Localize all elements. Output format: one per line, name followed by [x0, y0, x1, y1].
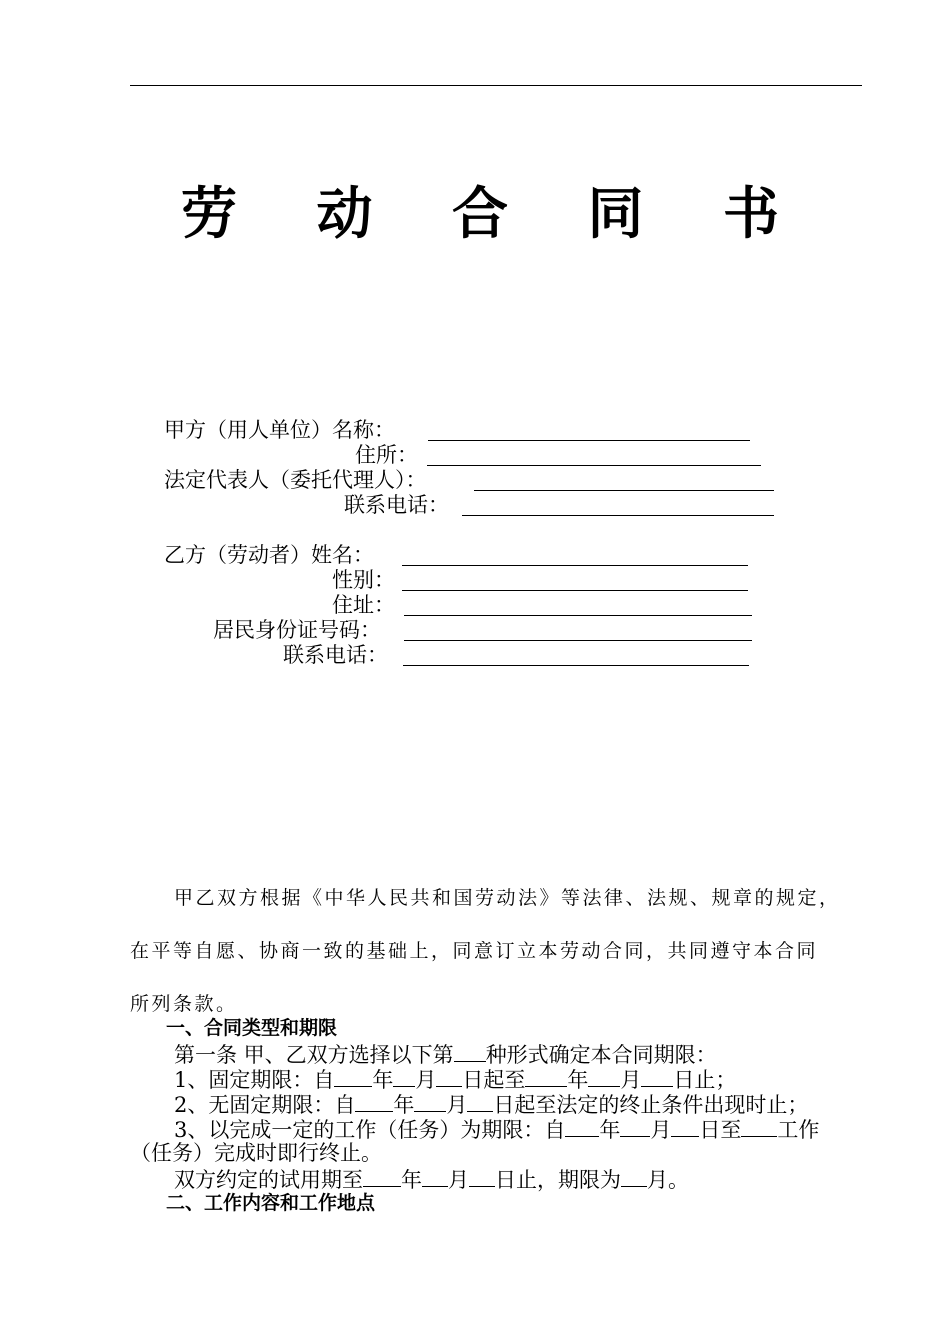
party-b-id-field[interactable]	[213, 618, 381, 643]
article-1	[174, 1041, 717, 1068]
party-a-rep-field[interactable]	[164, 468, 427, 493]
party-b-name-blank[interactable]	[402, 565, 748, 566]
option-2-text: 2、无固定期限：自	[174, 1093, 356, 1117]
option-1-until: 日起至	[462, 1068, 526, 1092]
party-b-name-label: 乙方（劳动者）姓名：	[164, 543, 374, 567]
section-2-heading: 二、工作内容和工作地点	[166, 1192, 376, 1214]
open-start-day-blank[interactable]	[467, 1091, 493, 1112]
task-start-month-blank[interactable]	[620, 1116, 650, 1137]
preamble-line-3: 所列条款。	[130, 993, 238, 1015]
party-a-name-field[interactable]	[164, 418, 395, 443]
option-3-month: 月	[650, 1118, 672, 1142]
header-rule	[130, 85, 862, 86]
party-b-phone-label: 联系电话：	[283, 643, 388, 667]
option-1-year-2: 年	[567, 1068, 589, 1092]
party-b-address-field[interactable]	[332, 593, 395, 618]
party-b-gender-label: 性别：	[332, 568, 395, 592]
party-a-name-label: 甲方（用人单位）名称：	[164, 418, 395, 442]
option-1-month-2: 月	[620, 1068, 642, 1092]
task-start-day-blank[interactable]	[671, 1116, 699, 1137]
party-a-phone-blank[interactable]	[462, 515, 774, 516]
option-3-work: 工作	[777, 1118, 820, 1142]
option-2-month: 月	[446, 1093, 468, 1117]
option-1-month: 月	[415, 1068, 437, 1092]
trial-duration-blank[interactable]	[621, 1166, 647, 1187]
article-1-text-a: 第一条 甲、乙双方选择以下第	[174, 1043, 454, 1067]
trial-year-blank[interactable]	[363, 1166, 401, 1187]
trial-duration-text: 日止，期限为	[495, 1168, 621, 1192]
party-a-address-field[interactable]	[355, 443, 418, 468]
trial-month: 月	[448, 1168, 469, 1192]
preamble-line-2: 在平等自愿、协商一致的基础上，同意订立本劳动合同，共同遵守本合同	[130, 940, 819, 962]
open-start-month-blank[interactable]	[414, 1091, 446, 1112]
document-title: 劳 动 合 同 书	[181, 182, 809, 247]
party-a-address-label: 住所：	[355, 443, 418, 467]
section-1-heading: 一、合同类型和期限	[166, 1017, 338, 1039]
party-b-phone-blank[interactable]	[403, 665, 749, 666]
party-b-id-blank[interactable]	[404, 640, 752, 641]
party-b-phone-field[interactable]	[283, 643, 388, 668]
preamble	[130, 872, 865, 1031]
article-1-text-b: 种形式确定本合同期限：	[485, 1043, 717, 1067]
party-b-name-field[interactable]	[164, 543, 374, 568]
start-year-blank[interactable]	[334, 1066, 372, 1087]
end-month-blank[interactable]	[588, 1066, 620, 1087]
start-day-blank[interactable]	[436, 1066, 462, 1087]
party-b-id-label: 居民身份证号码：	[213, 618, 381, 642]
open-start-year-blank[interactable]	[355, 1091, 393, 1112]
trial-day-blank[interactable]	[469, 1166, 495, 1187]
option-3-text: 3、以完成一定的工作（任务）为期限：自	[174, 1118, 566, 1142]
option-3-task-term	[174, 1116, 819, 1143]
start-month-blank[interactable]	[393, 1066, 415, 1087]
party-b-gender-blank[interactable]	[402, 590, 748, 591]
option-2-open-term	[174, 1091, 808, 1118]
end-day-blank[interactable]	[641, 1066, 673, 1087]
option-1-fixed-term	[174, 1066, 736, 1093]
option-1-year: 年	[372, 1068, 394, 1092]
option-2-end: 日起至法定的终止条件出现时止；	[493, 1093, 809, 1117]
end-year-blank[interactable]	[525, 1066, 567, 1087]
party-b-gender-field[interactable]	[332, 568, 395, 593]
task-start-year-blank[interactable]	[565, 1116, 599, 1137]
party-b-address-blank[interactable]	[404, 615, 752, 616]
party-b-address-label: 住址：	[332, 593, 395, 617]
option-3-continued: （任务）完成时即行终止。	[130, 1141, 382, 1165]
trial-text: 双方约定的试用期至	[174, 1168, 363, 1192]
option-3-until: 日至	[699, 1118, 742, 1142]
option-2-year: 年	[393, 1093, 415, 1117]
party-a-phone-field[interactable]	[344, 493, 449, 518]
party-a-name-blank[interactable]	[428, 440, 750, 441]
preamble-line-1: 甲乙双方根据《中华人民共和国劳动法》等法律、法规、规章的规定，	[174, 887, 841, 909]
option-1-end: 日止；	[673, 1068, 737, 1092]
party-a-address-blank[interactable]	[427, 465, 761, 466]
trial-period	[174, 1166, 689, 1193]
party-a-rep-blank[interactable]	[474, 490, 774, 491]
option-3-year: 年	[599, 1118, 621, 1142]
trial-month-blank[interactable]	[422, 1166, 448, 1187]
trial-end: 月。	[647, 1168, 689, 1192]
contract-form-blank[interactable]	[454, 1041, 486, 1062]
party-a-phone-label: 联系电话：	[344, 493, 449, 517]
option-1-text: 1、固定期限：自	[174, 1068, 335, 1092]
party-a-rep-label: 法定代表人（委托代理人）：	[164, 468, 427, 492]
trial-year: 年	[401, 1168, 422, 1192]
task-name-blank[interactable]	[741, 1116, 777, 1137]
